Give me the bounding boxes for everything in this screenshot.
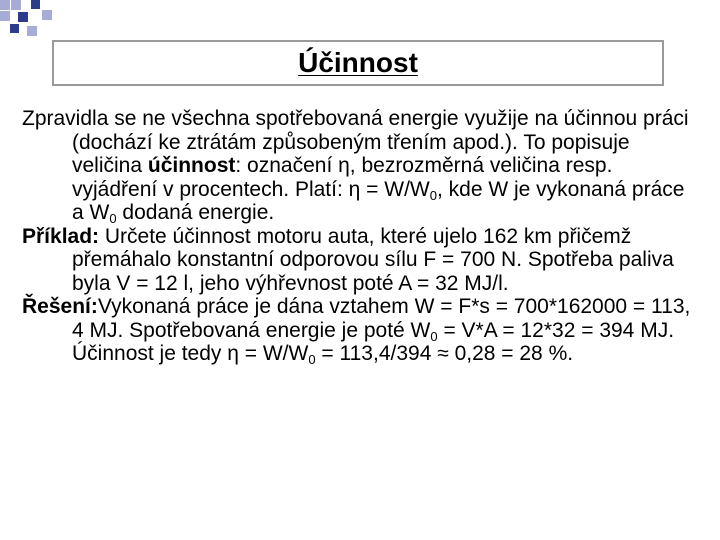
intro-text-4: dodaná energie. — [116, 201, 275, 224]
intro-subscript-1: 0 — [429, 187, 437, 203]
example-text: Určete účinnost motoru auta, které ujelo 162 km přičemž přemáhalo konstantní odporovou sílu F = 700 N. Spotřeba paliva byla V = 12 l, jeho výhřevnost poté A = 32 MJ/l. — [72, 224, 674, 295]
slide-body — [22, 107, 692, 366]
paragraph-solution — [22, 295, 692, 366]
intro-text-1: Zpravidla se ne všechna spotřebovaná energie využije na účinnou práci (dochází ke ztrátám způsobeným třením apod.). To popisuje veličina — [22, 107, 689, 177]
slide-title: Účinnost — [298, 47, 418, 78]
example-label: Příklad: — [22, 224, 100, 248]
intro-text-2: : označení η, bezrozměrná veličina resp. vyjádření v procentech. Platí: η = W/W — [72, 154, 613, 201]
corner-square — [18, 12, 28, 22]
corner-square — [42, 10, 52, 20]
corner-square — [27, 26, 37, 36]
solution-subscript-1: 0 — [430, 328, 438, 344]
intro-keyword: účinnost — [147, 154, 236, 177]
intro-subscript-2: 0 — [109, 211, 117, 226]
solution-label: Řešení: — [22, 295, 98, 318]
corner-square — [0, 0, 10, 10]
corner-square — [0, 11, 10, 21]
corner-square — [10, 24, 19, 33]
corner-square — [11, 0, 21, 10]
title-box — [52, 40, 664, 86]
corner-square — [31, 0, 40, 9]
solution-text-1: Vykonaná práce je dána vztahem W = F*s = 700*162000 = 113, 4 MJ. Spotřebovaná energie je poté W — [72, 295, 691, 342]
solution-text-2: = V*A = 12*32 = 394 MJ. Účinnost je tedy η = W/W — [72, 318, 675, 365]
intro-text-3: , kde W je vykonaná práce a W — [72, 177, 685, 224]
paragraph-intro — [22, 107, 692, 225]
solution-text-3: = 113,4/394 ≈ 0,28 = 28 %. — [315, 342, 574, 365]
paragraph-example — [22, 225, 692, 296]
solution-subscript-2: 0 — [308, 352, 316, 367]
